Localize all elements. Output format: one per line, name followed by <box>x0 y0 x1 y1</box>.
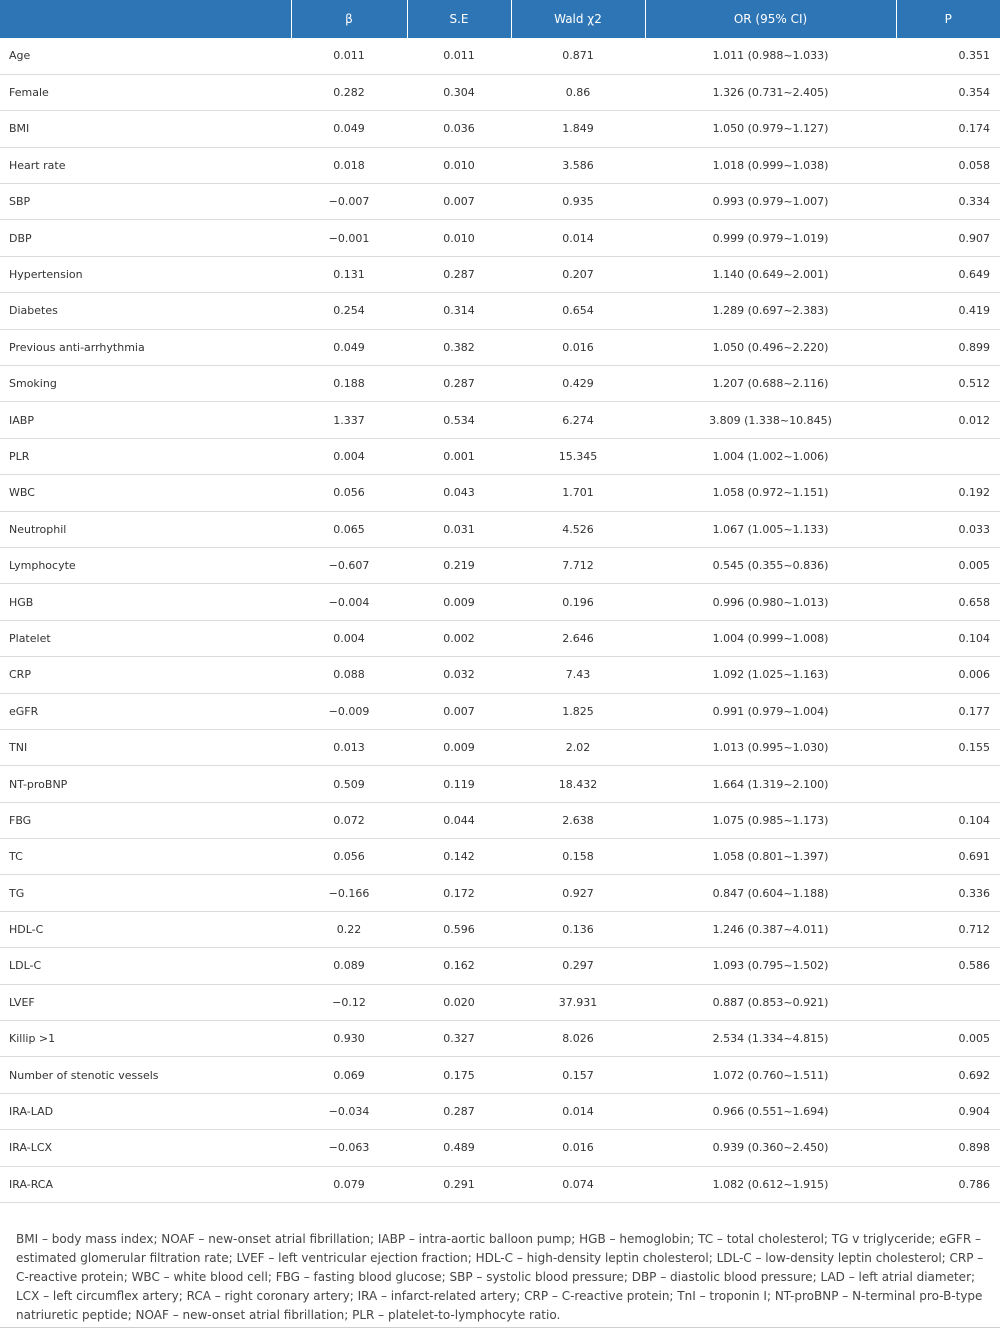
p-value-cell: 0.899 <box>896 329 1000 365</box>
table-row <box>0 620 1000 656</box>
or-ci-cell: 1.072 (0.760~1.511) <box>645 1057 896 1093</box>
or-ci-cell: 0.991 (0.979~1.004) <box>645 693 896 729</box>
or-ci-cell: 1.092 (1.025~1.163) <box>645 657 896 693</box>
table-row <box>0 948 1000 984</box>
variable-cell: Female <box>0 74 291 110</box>
se-cell: 0.287 <box>407 1093 511 1129</box>
se-cell: 0.044 <box>407 802 511 838</box>
table-row <box>0 984 1000 1020</box>
table-row <box>0 1057 1000 1093</box>
se-cell: 0.010 <box>407 147 511 183</box>
p-value-cell <box>896 766 1000 802</box>
table-row <box>0 74 1000 110</box>
table-row <box>0 475 1000 511</box>
header-row <box>0 0 1000 38</box>
se-cell: 0.287 <box>407 256 511 292</box>
wald-cell: 0.014 <box>511 1093 645 1129</box>
variable-cell: Lymphocyte <box>0 547 291 583</box>
variable-cell: LVEF <box>0 984 291 1020</box>
se-cell: 0.036 <box>407 111 511 147</box>
or-ci-cell: 3.809 (1.338~10.845) <box>645 402 896 438</box>
beta-cell: −0.009 <box>291 693 407 729</box>
or-ci-cell: 0.847 (0.604~1.188) <box>645 875 896 911</box>
variable-cell: IRA-LAD <box>0 1093 291 1129</box>
wald-cell: 0.016 <box>511 1130 645 1166</box>
beta-cell: −0.034 <box>291 1093 407 1129</box>
beta-cell: 0.254 <box>291 293 407 329</box>
p-value-cell: 0.177 <box>896 693 1000 729</box>
table-row <box>0 729 1000 765</box>
beta-cell: −0.001 <box>291 220 407 256</box>
or-ci-cell: 1.664 (1.319~2.100) <box>645 766 896 802</box>
wald-cell: 7.43 <box>511 657 645 693</box>
p-value-cell: 0.351 <box>896 38 1000 74</box>
table-row <box>0 693 1000 729</box>
beta-cell: 0.004 <box>291 620 407 656</box>
beta-cell: 0.018 <box>291 147 407 183</box>
beta-cell: −0.12 <box>291 984 407 1020</box>
se-cell: 0.020 <box>407 984 511 1020</box>
variable-cell: IRA-RCA <box>0 1166 291 1202</box>
bottom-divider <box>0 1327 1000 1328</box>
beta-cell: −0.063 <box>291 1130 407 1166</box>
wald-cell: 0.935 <box>511 184 645 220</box>
table-row <box>0 839 1000 875</box>
beta-cell: 0.069 <box>291 1057 407 1093</box>
p-value-cell: 0.174 <box>896 111 1000 147</box>
beta-cell: 0.049 <box>291 111 407 147</box>
wald-cell: 0.136 <box>511 911 645 947</box>
p-value-cell: 0.336 <box>896 875 1000 911</box>
header-beta: β <box>291 0 407 38</box>
variable-cell: TNI <box>0 729 291 765</box>
variable-cell: NT-proBNP <box>0 766 291 802</box>
se-cell: 0.009 <box>407 729 511 765</box>
beta-cell: 0.131 <box>291 256 407 292</box>
wald-cell: 0.158 <box>511 839 645 875</box>
or-ci-cell: 1.140 (0.649~2.001) <box>645 256 896 292</box>
table-row <box>0 438 1000 474</box>
beta-cell: −0.166 <box>291 875 407 911</box>
or-ci-cell: 1.067 (1.005~1.133) <box>645 511 896 547</box>
wald-cell: 2.638 <box>511 802 645 838</box>
variable-cell: FBG <box>0 802 291 838</box>
beta-cell: 0.509 <box>291 766 407 802</box>
wald-cell: 0.86 <box>511 74 645 110</box>
variable-cell: Age <box>0 38 291 74</box>
p-value-cell: 0.155 <box>896 729 1000 765</box>
beta-cell: 0.188 <box>291 366 407 402</box>
table-row <box>0 911 1000 947</box>
or-ci-cell: 1.018 (0.999~1.038) <box>645 147 896 183</box>
wald-cell: 3.586 <box>511 147 645 183</box>
p-value-cell: 0.033 <box>896 511 1000 547</box>
header-se: S.E <box>407 0 511 38</box>
or-ci-cell: 1.082 (0.612~1.915) <box>645 1166 896 1202</box>
wald-cell: 0.207 <box>511 256 645 292</box>
se-cell: 0.534 <box>407 402 511 438</box>
beta-cell: −0.607 <box>291 547 407 583</box>
beta-cell: 0.065 <box>291 511 407 547</box>
variable-cell: Platelet <box>0 620 291 656</box>
variable-cell: Smoking <box>0 366 291 402</box>
table-row <box>0 1093 1000 1129</box>
se-cell: 0.001 <box>407 438 511 474</box>
header-p: P <box>896 0 1000 38</box>
variable-cell: HGB <box>0 584 291 620</box>
beta-cell: 0.072 <box>291 802 407 838</box>
se-cell: 0.119 <box>407 766 511 802</box>
p-value-cell: 0.104 <box>896 620 1000 656</box>
wald-cell: 18.432 <box>511 766 645 802</box>
or-ci-cell: 0.545 (0.355~0.836) <box>645 547 896 583</box>
table-row <box>0 1130 1000 1166</box>
wald-cell: 0.927 <box>511 875 645 911</box>
variable-cell: Neutrophil <box>0 511 291 547</box>
or-ci-cell: 1.050 (0.496~2.220) <box>645 329 896 365</box>
table-row <box>0 111 1000 147</box>
or-ci-cell: 1.207 (0.688~2.116) <box>645 366 896 402</box>
variable-cell: DBP <box>0 220 291 256</box>
se-cell: 0.007 <box>407 184 511 220</box>
wald-cell: 0.014 <box>511 220 645 256</box>
p-value-cell: 0.334 <box>896 184 1000 220</box>
se-cell: 0.032 <box>407 657 511 693</box>
or-ci-cell: 0.996 (0.980~1.013) <box>645 584 896 620</box>
table-row <box>0 147 1000 183</box>
p-value-cell <box>896 984 1000 1020</box>
table-row <box>0 584 1000 620</box>
table-row <box>0 256 1000 292</box>
se-cell: 0.142 <box>407 839 511 875</box>
or-ci-cell: 1.011 (0.988~1.033) <box>645 38 896 74</box>
p-value-cell: 0.192 <box>896 475 1000 511</box>
p-value-cell: 0.419 <box>896 293 1000 329</box>
se-cell: 0.314 <box>407 293 511 329</box>
p-value-cell: 0.012 <box>896 402 1000 438</box>
se-cell: 0.043 <box>407 475 511 511</box>
or-ci-cell: 1.326 (0.731~2.405) <box>645 74 896 110</box>
p-value-cell: 0.898 <box>896 1130 1000 1166</box>
se-cell: 0.175 <box>407 1057 511 1093</box>
variable-cell: LDL-C <box>0 948 291 984</box>
table-row <box>0 657 1000 693</box>
or-ci-cell: 1.289 (0.697~2.383) <box>645 293 896 329</box>
header-or-ci: OR (95% CI) <box>645 0 896 38</box>
table-row <box>0 1166 1000 1202</box>
p-value-cell: 0.904 <box>896 1093 1000 1129</box>
p-value-cell: 0.658 <box>896 584 1000 620</box>
beta-cell: 0.930 <box>291 1021 407 1057</box>
wald-cell: 1.701 <box>511 475 645 511</box>
wald-cell: 0.196 <box>511 584 645 620</box>
beta-cell: 0.056 <box>291 839 407 875</box>
table-row <box>0 329 1000 365</box>
or-ci-cell: 0.939 (0.360~2.450) <box>645 1130 896 1166</box>
wald-cell: 37.931 <box>511 984 645 1020</box>
table-row <box>0 1021 1000 1057</box>
p-value-cell: 0.005 <box>896 547 1000 583</box>
p-value-cell: 0.512 <box>896 366 1000 402</box>
variable-cell: SBP <box>0 184 291 220</box>
beta-cell: 0.011 <box>291 38 407 74</box>
se-cell: 0.007 <box>407 693 511 729</box>
table-header <box>0 0 1000 38</box>
table-row <box>0 802 1000 838</box>
table-row <box>0 38 1000 74</box>
or-ci-cell: 1.093 (0.795~1.502) <box>645 948 896 984</box>
se-cell: 0.011 <box>407 38 511 74</box>
p-value-cell: 0.104 <box>896 802 1000 838</box>
beta-cell: 0.079 <box>291 1166 407 1202</box>
table-row <box>0 875 1000 911</box>
se-cell: 0.219 <box>407 547 511 583</box>
table-row <box>0 220 1000 256</box>
table-row <box>0 511 1000 547</box>
p-value-cell: 0.005 <box>896 1021 1000 1057</box>
table-row <box>0 402 1000 438</box>
wald-cell: 15.345 <box>511 438 645 474</box>
or-ci-cell: 1.004 (0.999~1.008) <box>645 620 896 656</box>
variable-cell: WBC <box>0 475 291 511</box>
p-value-cell <box>896 438 1000 474</box>
wald-cell: 1.825 <box>511 693 645 729</box>
se-cell: 0.327 <box>407 1021 511 1057</box>
table-row <box>0 547 1000 583</box>
p-value-cell: 0.712 <box>896 911 1000 947</box>
or-ci-cell: 2.534 (1.334~4.815) <box>645 1021 896 1057</box>
se-cell: 0.382 <box>407 329 511 365</box>
beta-cell: 0.013 <box>291 729 407 765</box>
p-value-cell: 0.907 <box>896 220 1000 256</box>
variable-cell: CRP <box>0 657 291 693</box>
variable-cell: Previous anti-arrhythmia <box>0 329 291 365</box>
p-value-cell: 0.691 <box>896 839 1000 875</box>
or-ci-cell: 1.013 (0.995~1.030) <box>645 729 896 765</box>
variable-cell: TG <box>0 875 291 911</box>
p-value-cell: 0.058 <box>896 147 1000 183</box>
variable-cell: eGFR <box>0 693 291 729</box>
se-cell: 0.009 <box>407 584 511 620</box>
table-body <box>0 38 1000 1203</box>
p-value-cell: 0.354 <box>896 74 1000 110</box>
table-footnote: BMI – body mass index; NOAF – new-onset atrial fibrillation; IABP – intra-aortic balloon pump; HGB – hemoglobin; TC – total cholesterol; TG v triglyceride; eGFR – estimated glomerular filtration rate; LVEF – left ventricular ejection fraction; HDL-C – high-density leptin cholesterol; LDL-C – low-density leptin cholesterol; CRP – C-reactive protein; WBC – white blood cell; FBG – fasting blood glucose; SBP – systolic blood pressure; DBP – diastolic blood pressure; LAD – left atrial diameter; LCX – left circumflex artery; RCA – right coronary artery; IRA – infarct-related artery; CRP – C-reactive protein; TnI – troponin I; NT-proBNP – N-terminal pro-B-type natriuretic peptide; NOAF – new-onset atrial fibrillation; PLR – platelet-to-lymphocyte ratio. <box>16 1232 984 1322</box>
wald-cell: 0.297 <box>511 948 645 984</box>
or-ci-cell: 1.004 (1.002~1.006) <box>645 438 896 474</box>
wald-cell: 8.026 <box>511 1021 645 1057</box>
se-cell: 0.489 <box>407 1130 511 1166</box>
se-cell: 0.010 <box>407 220 511 256</box>
variable-cell: TC <box>0 839 291 875</box>
se-cell: 0.002 <box>407 620 511 656</box>
p-value-cell: 0.692 <box>896 1057 1000 1093</box>
se-cell: 0.162 <box>407 948 511 984</box>
p-value-cell: 0.786 <box>896 1166 1000 1202</box>
beta-cell: 0.004 <box>291 438 407 474</box>
variable-cell: Diabetes <box>0 293 291 329</box>
or-ci-cell: 0.887 (0.853~0.921) <box>645 984 896 1020</box>
variable-cell: PLR <box>0 438 291 474</box>
table-row <box>0 366 1000 402</box>
beta-cell: −0.004 <box>291 584 407 620</box>
wald-cell: 2.646 <box>511 620 645 656</box>
se-cell: 0.287 <box>407 366 511 402</box>
variable-cell: Heart rate <box>0 147 291 183</box>
beta-cell: 0.089 <box>291 948 407 984</box>
table-row <box>0 293 1000 329</box>
se-cell: 0.304 <box>407 74 511 110</box>
wald-cell: 0.016 <box>511 329 645 365</box>
beta-cell: 0.282 <box>291 74 407 110</box>
variable-cell: Killip >1 <box>0 1021 291 1057</box>
or-ci-cell: 0.993 (0.979~1.007) <box>645 184 896 220</box>
se-cell: 0.291 <box>407 1166 511 1202</box>
table-row <box>0 184 1000 220</box>
variable-cell: Number of stenotic vessels <box>0 1057 291 1093</box>
or-ci-cell: 1.058 (0.801~1.397) <box>645 839 896 875</box>
or-ci-cell: 0.999 (0.979~1.019) <box>645 220 896 256</box>
wald-cell: 0.157 <box>511 1057 645 1093</box>
se-cell: 0.172 <box>407 875 511 911</box>
wald-cell: 0.871 <box>511 38 645 74</box>
or-ci-cell: 1.058 (0.972~1.151) <box>645 475 896 511</box>
variable-cell: IABP <box>0 402 291 438</box>
p-value-cell: 0.649 <box>896 256 1000 292</box>
or-ci-cell: 1.246 (0.387~4.011) <box>645 911 896 947</box>
wald-cell: 0.654 <box>511 293 645 329</box>
p-value-cell: 0.586 <box>896 948 1000 984</box>
p-value-cell: 0.006 <box>896 657 1000 693</box>
wald-cell: 0.429 <box>511 366 645 402</box>
wald-cell: 1.849 <box>511 111 645 147</box>
wald-cell: 2.02 <box>511 729 645 765</box>
header-variable <box>0 0 291 38</box>
variable-cell: Hypertension <box>0 256 291 292</box>
or-ci-cell: 1.050 (0.979~1.127) <box>645 111 896 147</box>
beta-cell: −0.007 <box>291 184 407 220</box>
variable-cell: HDL-C <box>0 911 291 947</box>
se-cell: 0.031 <box>407 511 511 547</box>
variable-cell: IRA-LCX <box>0 1130 291 1166</box>
beta-cell: 1.337 <box>291 402 407 438</box>
beta-cell: 0.088 <box>291 657 407 693</box>
wald-cell: 4.526 <box>511 511 645 547</box>
table-row <box>0 766 1000 802</box>
beta-cell: 0.056 <box>291 475 407 511</box>
wald-cell: 7.712 <box>511 547 645 583</box>
beta-cell: 0.22 <box>291 911 407 947</box>
header-wald: Wald χ2 <box>511 0 645 38</box>
beta-cell: 0.049 <box>291 329 407 365</box>
wald-cell: 6.274 <box>511 402 645 438</box>
se-cell: 0.596 <box>407 911 511 947</box>
variable-cell: BMI <box>0 111 291 147</box>
or-ci-cell: 1.075 (0.985~1.173) <box>645 802 896 838</box>
wald-cell: 0.074 <box>511 1166 645 1202</box>
or-ci-cell: 0.966 (0.551~1.694) <box>645 1093 896 1129</box>
